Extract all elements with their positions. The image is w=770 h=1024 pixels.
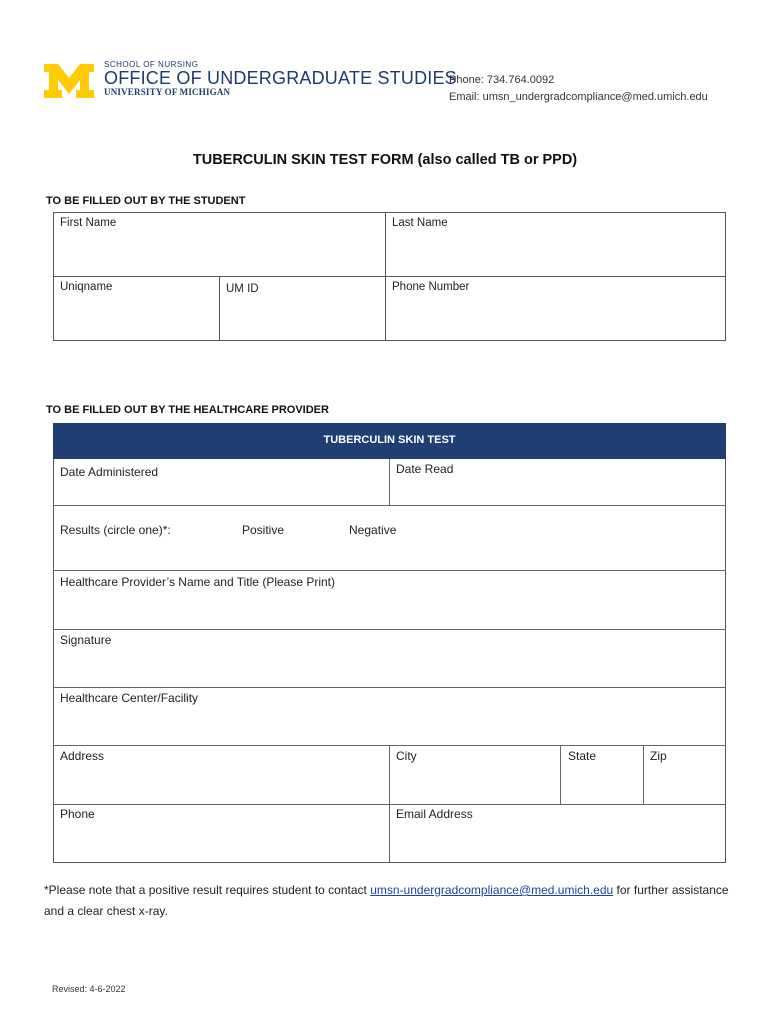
facility-field[interactable]: Healthcare Center/Facility (60, 691, 199, 705)
first-name-field[interactable] (53, 212, 386, 277)
phone-number-label: Phone Number (392, 281, 470, 293)
logo-university-name: UNIVERSITY OF MICHIGAN (104, 87, 231, 97)
date-administered-field[interactable]: Date Administered (60, 465, 159, 479)
column-divider (389, 745, 390, 863)
provider-name-field[interactable]: Healthcare Provider’s Name and Title (Please Print) (60, 575, 336, 589)
uniqname-label: Uniqname (60, 281, 113, 293)
provider-phone-field[interactable]: Phone (60, 807, 95, 821)
tb-test-banner: TUBERCULIN SKIN TEST (53, 423, 726, 459)
last-name-field[interactable] (385, 212, 726, 277)
last-name-label: Last Name (392, 217, 448, 229)
student-section-heading: TO BE FILLED OUT BY THE STUDENT (46, 195, 246, 207)
provider-email-field[interactable]: Email Address (396, 807, 473, 821)
positive-result-note (44, 880, 734, 922)
signature-field[interactable]: Signature (60, 633, 112, 647)
row-divider (53, 629, 726, 630)
university-block-m-logo (44, 64, 94, 98)
contact-info (449, 72, 708, 106)
logo-office-name: OFFICE OF UNDERGRADUATE STUDIES (104, 68, 457, 88)
form-title: TUBERCULIN SKIN TEST FORM (also called TB or PPD) (192, 152, 578, 168)
umid-field[interactable] (219, 276, 386, 341)
phone-number-field[interactable] (385, 276, 726, 341)
address-field[interactable]: Address (60, 749, 105, 763)
column-divider (560, 745, 561, 804)
revision-date: Revised: 4-6-2022 (52, 984, 126, 994)
result-positive-option[interactable]: Positive (242, 523, 285, 537)
note-prefix: *Please note that a positive result requires student to contact (44, 883, 371, 897)
city-field[interactable]: City (396, 749, 417, 763)
compliance-email-link[interactable]: umsn-undergradcompliance@med.umich.edu (370, 883, 614, 897)
contact-email: Email: umsn_undergradcompliance@med.umich.edu (449, 91, 708, 103)
results-label: Results (circle one)*: (60, 523, 171, 537)
row-divider (53, 570, 726, 571)
letterhead (44, 60, 734, 110)
logo-wordmark (104, 60, 457, 97)
column-divider (643, 745, 644, 804)
first-name-label: First Name (60, 217, 117, 229)
logo-school-name: SCHOOL OF NURSING (104, 60, 199, 69)
contact-phone: Phone: 734.764.0092 (449, 74, 555, 86)
date-read-field[interactable]: Date Read (396, 462, 454, 476)
row-divider (53, 687, 726, 688)
uniqname-field[interactable] (53, 276, 220, 341)
column-divider (389, 459, 390, 505)
note-suffix: for further assistance and a clear chest x-ray. (44, 883, 729, 918)
provider-section-heading: TO BE FILLED OUT BY THE HEALTHCARE PROVIDER (46, 404, 329, 416)
state-field[interactable]: State (568, 749, 597, 763)
umid-label: UM ID (226, 283, 259, 295)
row-divider (53, 505, 726, 506)
result-negative-option[interactable]: Negative (349, 523, 397, 537)
zip-field[interactable]: Zip (650, 749, 667, 763)
